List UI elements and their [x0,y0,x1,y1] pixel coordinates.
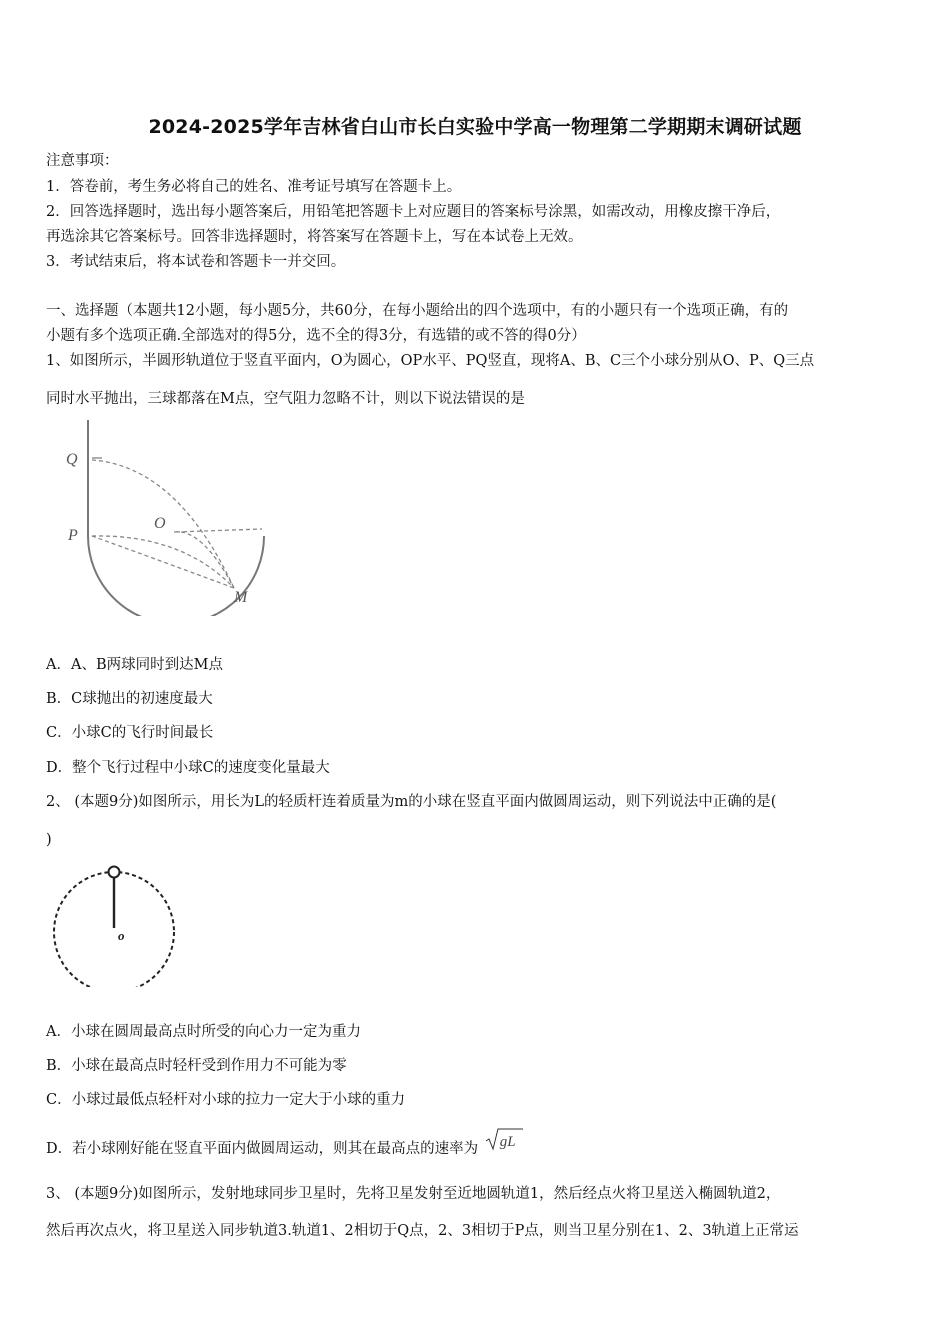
section-instructions: 小题有多个选项正确.全部选对的得5分，选不全的得3分，有选错的或不答的得0分） [46,328,586,344]
center-o-label: o [118,928,125,943]
question-1-stem: 1、如图所示，半圆形轨道位于竖直平面内，O为圆心，OP水平、PQ竖直，现将A、B、C三个小球分别从O、P、Q三点 [46,353,815,369]
exam-title: 2024-2025学年吉林省白山市长白实验中学高一物理第二学期期末调研试题 [148,116,802,138]
notice-item: 2．回答选择题时，选出每小题答案后，用铅笔把答题卡上对应题目的答案标号涂黑，如需改动，用橡皮擦干净后， [46,204,781,220]
q2-option-a: A．小球在圆周最高点时所受的向心力一定为重力 [46,1024,361,1040]
question-3-stem: 然后再次点火，将卫星送入同步轨道3.轨道1、2相切于Q点，2、3相切于P点，则当卫星分别在1、2、3轨道上正常运 [46,1223,799,1239]
q1-option-b: B．C球抛出的初速度最大 [46,691,213,707]
question-3-stem: 3、 (本题9分)如图所示，发射地球同步卫星时，先将卫星发射至近地圆轨道1，然后经点火将卫星送入椭圆轨道2， [46,1186,781,1202]
section-instructions: 一、选择题（本题共12小题，每小题5分，共60分，在每小题给出的四个选项中，有的小题只有一个选项正确，有的 [46,303,789,319]
q2-option-b: B．小球在最高点时轻杆受到作用力不可能为零 [46,1058,347,1074]
notice-item: 1．答卷前，考生务必将自己的姓名、准考证号填写在答题卡上。 [46,179,462,195]
sqrt-formula [485,1131,523,1150]
question-2-figure [50,862,180,987]
point-q-label: Q [66,451,78,468]
question-1-stem: 同时水平抛出，三球都落在M点，空气阻力忽略不计，则以下说法错误的是 [46,391,525,407]
point-p-label: P [68,527,78,544]
point-o-label: O [154,515,166,532]
q1-option-a: A．A、B两球同时到达M点 [46,657,223,673]
question-2-stem: 2、 (本题9分)如图所示，用长为L的轻质杆连着质量为m的小球在竖直平面内做圆周运动，则下列说法中正确的是( [46,794,777,810]
point-m-label: M [234,589,248,606]
notice-item: 再选涂其它答案标号。回答非选择题时，将答案写在答题卡上，写在本试卷上无效。 [46,229,583,245]
question-2-stem: ) [46,832,52,848]
notice-item: 3．考试结束后，将本试卷和答题卡一并交回。 [46,254,346,270]
q2-option-c: C．小球过最低点轻杆对小球的拉力一定大于小球的重力 [46,1092,406,1108]
q2-option-d-text: D．若小球刚好能在竖直平面内做圆周运动，则其在最高点的速率为 [46,1141,479,1157]
sqrt-expression: gL [499,1134,516,1150]
notice-heading: 注意事项： [46,153,119,169]
question-1-figure [62,416,272,616]
q2-option-d [46,1134,523,1161]
q1-option-c: C．小球C的飞行时间最长 [46,725,214,741]
q1-option-d: D．整个飞行过程中小球C的速度变化量最大 [46,760,330,776]
